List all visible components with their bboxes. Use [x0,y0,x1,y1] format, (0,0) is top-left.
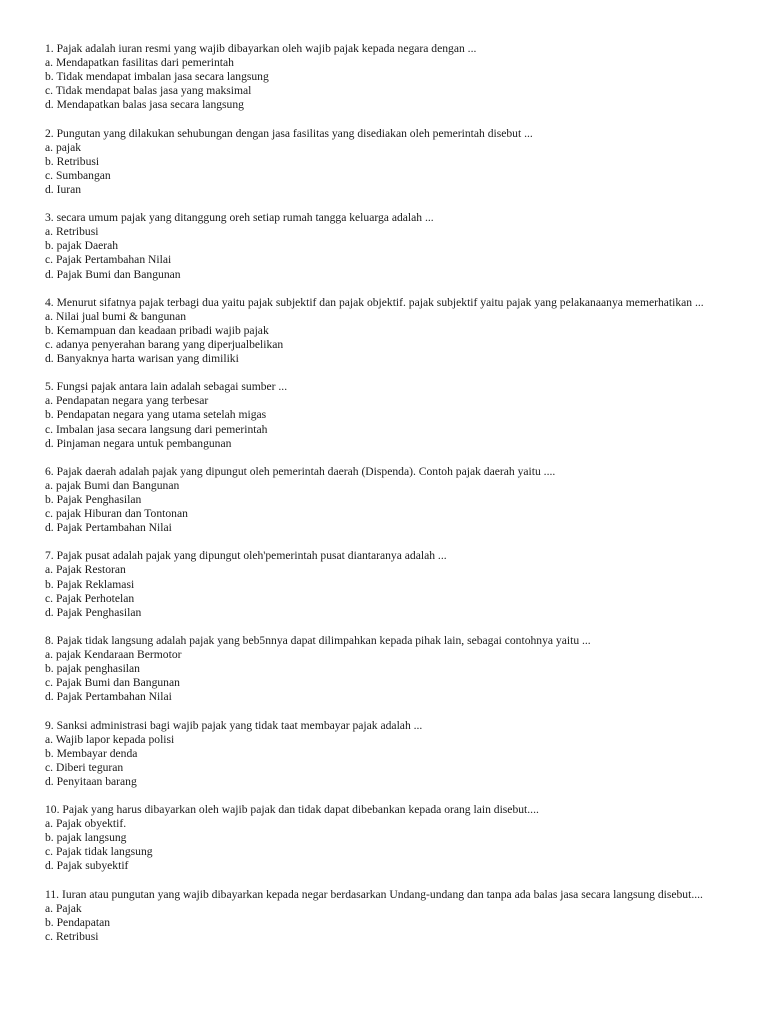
question-4 [45,296,735,366]
question-text: 10. Pajak yang harus dibayarkan oleh wajib pajak dan tidak dapat dibebankan kepada orang lain disebut.... [45,803,539,817]
option-c: c. Imbalan jasa secara langsung dari pemerintah [45,422,268,436]
option-a: a. Pajak Restoran [45,563,126,577]
question-text: 5. Fungsi pajak antara lain adalah sebagai sumber ... [45,380,288,394]
question-text: 4. Menurut sifatnya pajak terbagi dua yaitu pajak subjektif dan pajak objektif. pajak subjektif yaitu pajak yang pelakanaanya memerhatikan ... [45,295,704,309]
option-d: d. Pajak Pertambahan Nilai [45,690,172,704]
option-d: d. Pajak Pertambahan Nilai [45,521,172,535]
option-a: a. pajak Bumi dan Bangunan [45,478,180,492]
option-b: b. Membayar denda [45,746,138,760]
question-9 [45,719,735,789]
option-b: b. Tidak mendapat imbalan jasa secara langsung [45,70,269,84]
option-c: c. Sumbangan [45,168,111,182]
question-7 [45,549,735,619]
option-c: c. Diberi teguran [45,760,124,774]
question-11 [45,888,735,944]
question-text: 11. Iuran atau pungutan yang wajib dibayarkan kepada negar berdasarkan Undang-undang dan tanpa ada balas jasa secara langsung disebut.... [45,887,703,901]
question-text: 6. Pajak daerah adalah pajak yang dipungut oleh pemerintah daerah (Dispenda). Contoh pajak daerah yaitu .... [45,464,556,478]
option-b: b. pajak langsung [45,831,127,845]
option-d: d. Banyaknya harta warisan yang dimiliki [45,352,239,366]
question-10 [45,803,735,873]
question-text: 1. Pajak adalah iuran resmi yang wajib dibayarkan oleh wajib pajak kepada negara dengan ... [45,42,477,55]
option-b: b. Pendapatan negara yang utama setelah migas [45,408,267,422]
option-b: b. pajak Daerah [45,239,119,253]
option-a: a. Mendapatkan fasilitas dari pemerintah [45,56,234,70]
question-6 [45,465,735,535]
question-5 [45,380,735,450]
option-d: d. Iuran [45,182,82,196]
question-3 [45,211,735,281]
option-d: d. Mendapatkan balas jasa secara langsung [45,98,244,112]
option-d: d. Pajak Bumi dan Bangunan [45,267,181,281]
question-text: 7. Pajak pusat adalah pajak yang dipungut oleh'pemerintah pusat diantaranya adalah ... [45,549,447,563]
option-c: c. Retribusi [45,929,99,943]
option-c: c. Pajak Bumi dan Bangunan [45,676,180,690]
option-b: b. pajak penghasilan [45,662,140,676]
option-d: d. Penyitaan barang [45,774,137,788]
option-b: b. Retribusi [45,154,100,168]
option-c: c. adanya penyerahan barang yang diperjualbelikan [45,337,284,351]
option-a: a. Pajak obyektif. [45,817,127,831]
question-text: 8. Pajak tidak langsung adalah pajak yang beb5nnya dapat dilimpahkan kepada pihak lain, sebagai contohnya yaitu ... [45,633,591,647]
question-2 [45,127,735,197]
option-a: a. Wajib lapor kepada polisi [45,732,175,746]
option-d: d. Pajak Penghasilan [45,605,142,619]
option-c: c. Pajak Perhotelan [45,591,135,605]
question-1 [45,42,735,112]
option-c: c. Pajak Pertambahan Nilai [45,253,172,267]
option-a: a. Nilai jual bumi & bangunan [45,309,187,323]
option-b: b. Pajak Reklamasi [45,577,135,591]
option-d: d. Pajak subyektif [45,859,129,873]
option-c: c. pajak Hiburan dan Tontonan [45,507,188,521]
option-a: a. Pajak [45,901,82,915]
question-8 [45,634,735,704]
option-a: a. Pendapatan negara yang terbesar [45,394,209,408]
option-a: a. pajak [45,140,82,154]
question-text: 2. Pungutan yang dilakukan sehubungan dengan jasa fasilitas yang disediakan oleh pemerintah disebut ... [45,126,533,140]
option-b: b. Pajak Penghasilan [45,493,142,506]
option-d: d. Pinjaman negara untuk pembangunan [45,436,232,450]
question-text: 9. Sanksi administrasi bagi wajib pajak yang tidak taat membayar pajak adalah ... [45,718,423,732]
option-c: c. Pajak tidak langsung [45,845,153,859]
document-page [45,42,735,958]
option-b: b. Kemampuan dan keadaan pribadi wajib pajak [45,323,269,337]
option-a: a. Retribusi [45,225,99,239]
option-a: a. pajak Kendaraan Bermotor [45,648,182,662]
option-c: c. Tidak mendapat balas jasa yang maksimal [45,84,252,98]
question-text: 3. secara umum pajak yang ditanggung oreh setiap rumah tangga keluarga adalah ... [45,211,434,225]
option-b: b. Pendapatan [45,915,111,929]
